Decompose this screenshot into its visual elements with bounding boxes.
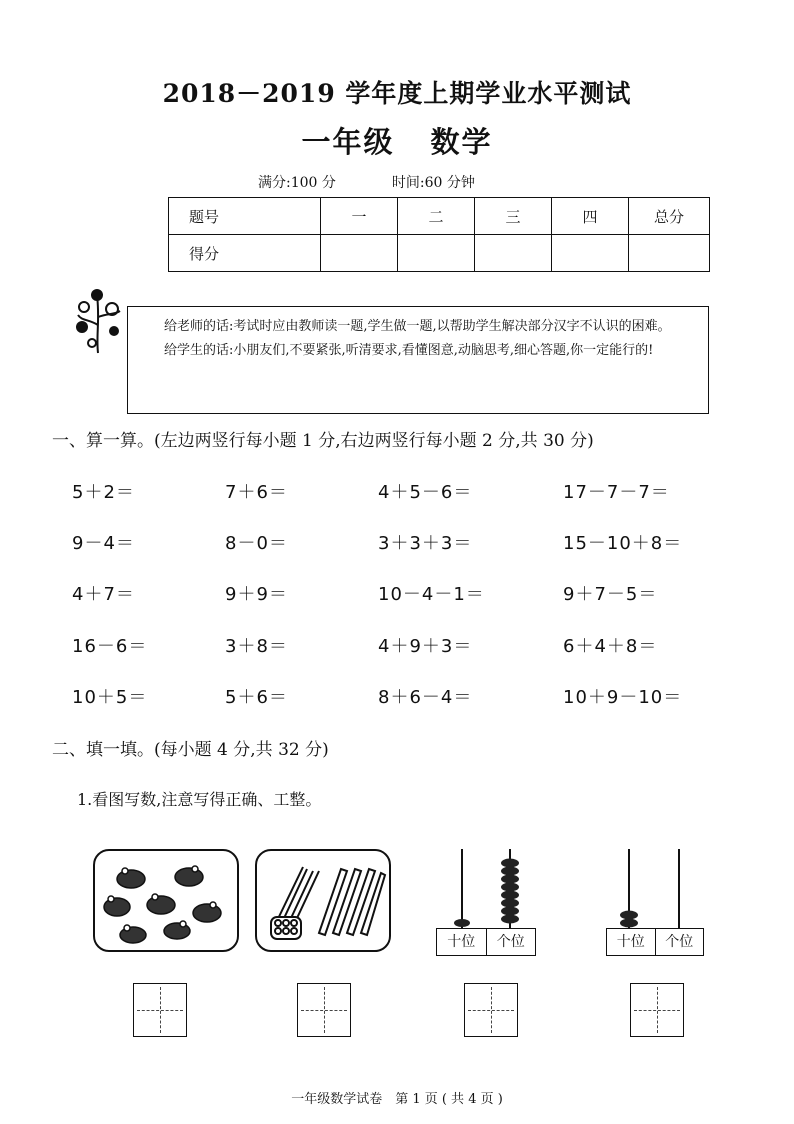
abacus-2-tens-label: 十位 (616, 934, 645, 950)
equation-item: 4＋5－6＝ (378, 482, 473, 503)
abacus-1-tens-label: 十位 (447, 934, 476, 950)
equation-item: 5＋6＝ (225, 687, 288, 708)
abacus-2-labels (606, 928, 704, 956)
equation-item: 6＋4＋8＝ (563, 636, 658, 657)
page-footer: 一年级数学试卷 第 1 页 ( 共 4 页 ) (291, 1092, 503, 1107)
frogs-picture (93, 849, 239, 952)
note-to-teacher: 给老师的话:考试时应由教师读一题,学生做一题,以帮助学生解决部分汉字不认识的困难。 (164, 319, 671, 334)
frog-icon (95, 851, 237, 950)
exam-subtitle (0, 120, 794, 161)
score-table-header-row (169, 198, 710, 235)
equation-item: 15－10＋8＝ (563, 533, 683, 554)
equation-item: 4＋7＝ (72, 584, 135, 605)
equation-item: 17－7－7＝ (563, 482, 670, 503)
subject-label: 数学 (430, 125, 493, 159)
score-input-total[interactable] (629, 235, 710, 272)
score-table (168, 197, 710, 272)
equation-item: 3＋3＋3＝ (378, 533, 473, 554)
answer-box-1[interactable] (133, 983, 187, 1037)
question-2-1: 1.看图写数,注意写得正确、工整。 (77, 790, 322, 809)
flower-decoration-icon (70, 285, 128, 355)
equation-item: 9＋7－5＝ (563, 584, 658, 605)
score-cell-q2: 二 (398, 198, 475, 235)
abacus-1-icon (434, 843, 534, 933)
answer-box-3[interactable] (464, 983, 518, 1037)
score-cell-q4: 四 (552, 198, 629, 235)
equation-item: 16－6＝ (72, 636, 148, 657)
section2-heading: 二、填一填。(每小题 4 分,共 32 分) (52, 740, 329, 760)
sticks-icon (257, 851, 389, 950)
score-table-score-row (169, 235, 710, 272)
equation-item: 5＋2＝ (72, 482, 135, 503)
exam-meta (258, 172, 531, 192)
equation-item: 4＋9＋3＝ (378, 636, 473, 657)
full-score: 满分:100 分 (258, 175, 336, 191)
abacus-2-ones-label: 个位 (655, 929, 704, 955)
equation-item: 9－4＝ (72, 533, 135, 554)
note-to-student: 给学生的话:小朋友们,不要紧张,听清要求,看懂图意,动脑思考,细心答题,你一定能行的! (164, 343, 654, 358)
equation-item: 3＋8＝ (225, 636, 288, 657)
instructions-box (127, 306, 709, 414)
answer-box-2[interactable] (297, 983, 351, 1037)
equation-item: 10＋9－10＝ (563, 687, 683, 708)
equation-item: 10－4－1＝ (378, 584, 485, 605)
equation-item: 8－0＝ (225, 533, 288, 554)
score-row-label: 得分 (169, 235, 321, 272)
equation-item: 10＋5＝ (72, 687, 148, 708)
grade-label: 一年级 (301, 125, 395, 159)
score-cell-label: 题号 (169, 198, 321, 235)
score-input-q4[interactable] (552, 235, 629, 272)
exam-time: 时间:60 分钟 (391, 175, 475, 191)
equation-item: 7＋6＝ (225, 482, 288, 503)
score-cell-total: 总分 (629, 198, 710, 235)
score-cell-q3: 三 (475, 198, 552, 235)
equation-item: 8＋6－4＝ (378, 687, 473, 708)
abacus-2-icon (604, 843, 704, 933)
exam-title: 2018－2019 学年度上期学业水平测试 (162, 79, 632, 108)
section1-heading: 一、算一算。(左边两竖行每小题 1 分,右边两竖行每小题 2 分,共 30 分) (52, 431, 594, 451)
score-input-q2[interactable] (398, 235, 475, 272)
abacus-1-ones-label: 个位 (486, 929, 536, 955)
score-input-q1[interactable] (321, 235, 398, 272)
abacus-1-labels (436, 928, 536, 956)
equation-item: 9＋9＝ (225, 584, 288, 605)
score-input-q3[interactable] (475, 235, 552, 272)
sticks-picture (255, 849, 391, 952)
score-cell-q1: 一 (321, 198, 398, 235)
answer-box-4[interactable] (630, 983, 684, 1037)
